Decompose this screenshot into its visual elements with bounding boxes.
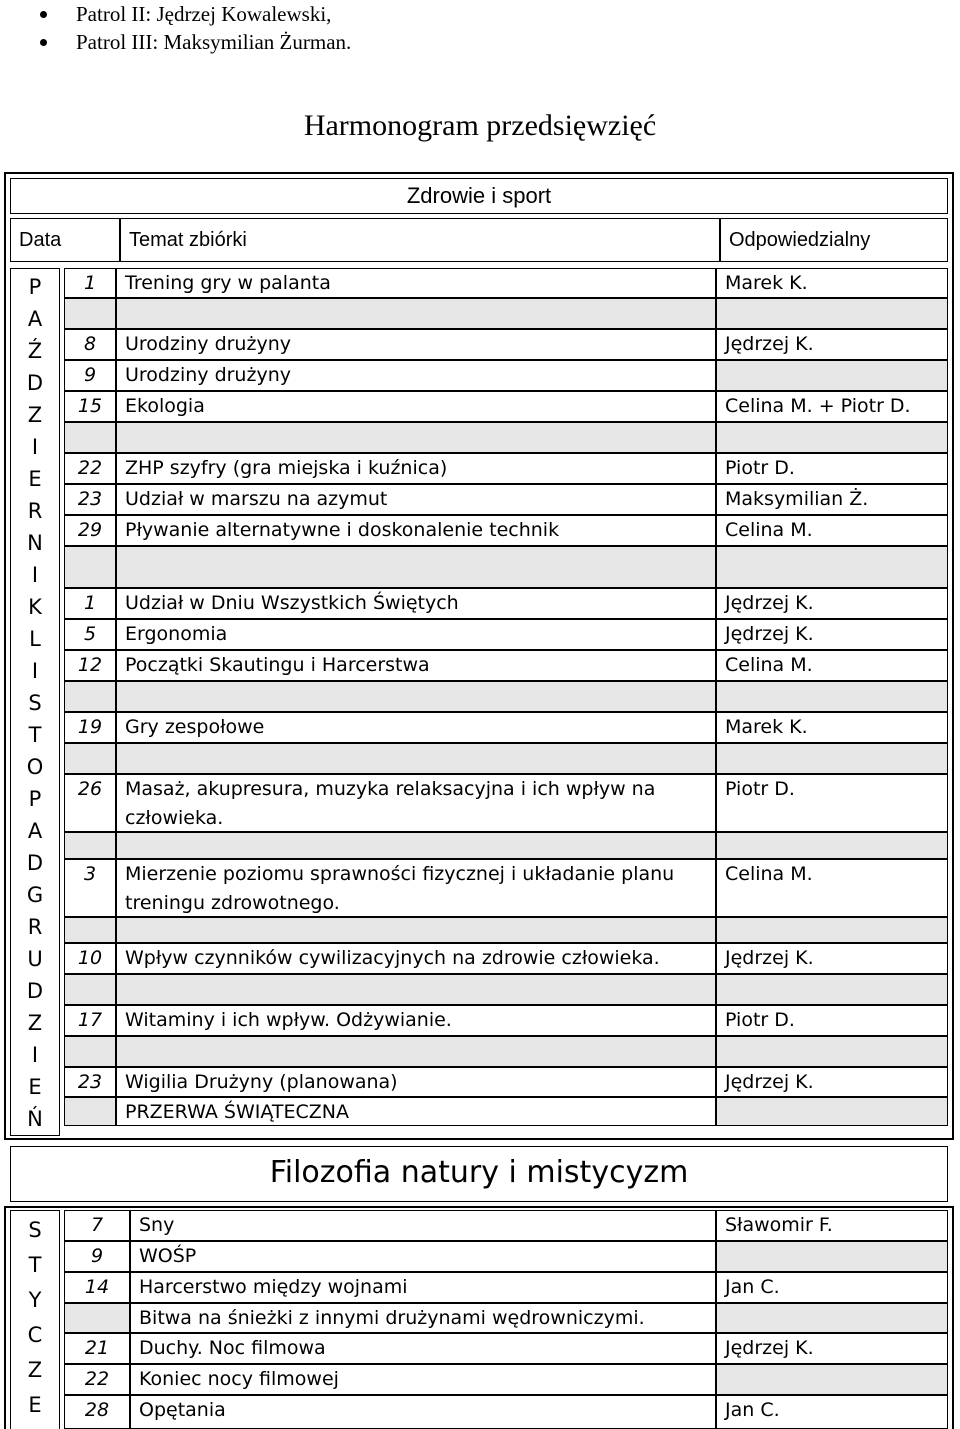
row-day: 28 [64, 1395, 130, 1429]
table-row [64, 681, 948, 712]
table-row [64, 360, 948, 391]
table-row [64, 1097, 948, 1126]
row-topic: Harcerstwo między wojnami [130, 1272, 716, 1303]
month-letter: O [26, 755, 44, 779]
month-letter: A [27, 307, 43, 331]
month-letter: Z [27, 403, 43, 427]
month-label-october-november-december [10, 268, 60, 1136]
row-responsible [716, 974, 948, 1005]
row-topic: Ergonomia [116, 619, 716, 650]
row-topic: Mierzenie poziomu sprawności fizycznej i układanie planu treningu zdrowotnego. [116, 859, 716, 917]
table-row [64, 1333, 948, 1364]
table-row [64, 917, 948, 943]
table-row [64, 515, 948, 546]
row-responsible [716, 1097, 948, 1126]
row-responsible [716, 546, 948, 588]
month-label-january [10, 1210, 60, 1429]
row-topic [116, 832, 716, 859]
table-row [64, 1241, 948, 1272]
row-responsible: Celina M. [716, 515, 948, 546]
schedule-rows-health [64, 268, 948, 1136]
row-day [64, 832, 116, 859]
row-day [64, 1303, 130, 1333]
row-topic [116, 298, 716, 329]
month-letter: I [31, 435, 39, 459]
row-topic: Początki Skautingu i Harcerstwa [116, 650, 716, 681]
month-letter: Ń [27, 1107, 43, 1131]
header-responsible: Odpowiedzialny [720, 218, 948, 262]
table-row [64, 712, 948, 743]
row-responsible: Celina M. [716, 859, 948, 917]
row-topic: Masaż, akupresura, muzyka relaksacyjna i ich wpływ na człowieka. [116, 774, 716, 832]
month-letter: I [31, 563, 39, 587]
month-letter: G [26, 883, 44, 907]
row-responsible: Jan C. [716, 1395, 948, 1429]
month-letter: T [28, 723, 42, 747]
row-day [64, 1036, 116, 1067]
row-day [64, 422, 116, 453]
row-topic [116, 681, 716, 712]
row-day [64, 974, 116, 1005]
list-item-text: Patrol II: Jędrzej Kowalewski, [76, 2, 332, 26]
section-title-philosophy [10, 1146, 948, 1202]
month-letter: E [28, 1393, 42, 1417]
month-letter: S [28, 691, 42, 715]
table-row [64, 546, 948, 588]
table-row [64, 1272, 948, 1303]
month-letter: R [27, 915, 43, 939]
row-topic: Opętania [130, 1395, 716, 1429]
row-topic: Sny [130, 1210, 716, 1241]
table-header-row [10, 218, 948, 262]
month-letter: U [27, 947, 43, 971]
table-row [64, 329, 948, 360]
table-row [64, 1005, 948, 1036]
row-day [64, 298, 116, 329]
row-day: 19 [64, 712, 116, 743]
row-day: 23 [64, 1067, 116, 1097]
row-day: 1 [64, 268, 116, 298]
table-row [64, 832, 948, 859]
row-responsible [716, 743, 948, 774]
row-day: 5 [64, 619, 116, 650]
month-letter: R [27, 499, 43, 523]
table-row [64, 619, 948, 650]
row-topic: Pływanie alternatywne i doskonalenie technik [116, 515, 716, 546]
month-letter: K [28, 595, 42, 619]
list-item-text: Patrol III: Maksymilian Żurman. [76, 30, 352, 54]
table-row [64, 943, 948, 974]
schedule-rows-philosophy [64, 1210, 948, 1429]
row-topic: Urodziny drużyny [116, 329, 716, 360]
row-topic: Witaminy i ich wpływ. Odżywianie. [116, 1005, 716, 1036]
table-row [64, 422, 948, 453]
row-responsible: Piotr D. [716, 1005, 948, 1036]
row-responsible: Maksymilian Ż. [716, 484, 948, 515]
table-row [64, 268, 948, 298]
section-title-text: Filozofia natury i mistycyzm [269, 1155, 689, 1190]
row-responsible [716, 298, 948, 329]
list-item [40, 0, 351, 28]
row-day: 15 [64, 391, 116, 422]
row-day: 7 [64, 1210, 130, 1241]
row-day: 17 [64, 1005, 116, 1036]
row-responsible: Jędrzej K. [716, 1067, 948, 1097]
row-responsible: Jan C. [716, 1272, 948, 1303]
header-date: Data [10, 218, 120, 262]
row-responsible [716, 1303, 948, 1333]
table-row [64, 298, 948, 329]
row-topic: Duchy. Noc filmowa [130, 1333, 716, 1364]
month-letter: Y [28, 1288, 42, 1312]
row-topic: Wigilia Drużyny (planowana) [116, 1067, 716, 1097]
row-day: 14 [64, 1272, 130, 1303]
section-title-text: Zdrowie i sport [406, 183, 552, 208]
row-day: 10 [64, 943, 116, 974]
row-topic [116, 1036, 716, 1067]
row-topic [116, 917, 716, 943]
list-item [40, 28, 351, 56]
row-responsible [716, 917, 948, 943]
row-responsible: Celina M. [716, 650, 948, 681]
month-letter: I [31, 1043, 39, 1067]
month-letter: A [27, 819, 43, 843]
row-day: 26 [64, 774, 116, 832]
row-topic [116, 974, 716, 1005]
row-day [64, 743, 116, 774]
row-responsible [716, 1364, 948, 1395]
month-letter: N [27, 531, 43, 555]
row-responsible [716, 422, 948, 453]
month-letter: D [26, 371, 44, 395]
month-letter: I [31, 659, 39, 683]
table-row [64, 391, 948, 422]
row-topic: ZHP szyfry (gra miejska i kuźnica) [116, 453, 716, 484]
table-row [64, 588, 948, 619]
row-topic: Wpływ czynników cywilizacyjnych na zdrowie człowieka. [116, 943, 716, 974]
row-responsible: Jędrzej K. [716, 588, 948, 619]
month-letter: Ź [27, 339, 43, 363]
row-responsible: Jędrzej K. [716, 329, 948, 360]
patrol-list [40, 0, 351, 56]
row-day: 29 [64, 515, 116, 546]
month-letter: P [28, 787, 42, 811]
row-topic: Udział w marszu na azymut [116, 484, 716, 515]
month-letter: C [27, 1323, 43, 1347]
bullet-icon [40, 11, 47, 18]
row-day: 8 [64, 329, 116, 360]
table-row [64, 859, 948, 917]
row-responsible: Sławomir F. [716, 1210, 948, 1241]
month-letter: E [28, 467, 42, 491]
row-topic [116, 422, 716, 453]
month-letter: L [29, 627, 41, 651]
month-letter: S [28, 1218, 42, 1242]
month-letter: D [26, 851, 44, 875]
row-day: 3 [64, 859, 116, 917]
row-responsible [716, 360, 948, 391]
row-topic: PRZERWA ŚWIĄTECZNA [116, 1097, 716, 1126]
table-row [64, 1364, 948, 1395]
row-topic: Trening gry w palanta [116, 268, 716, 298]
section-title-health [10, 178, 948, 214]
month-letter: Z [27, 1011, 43, 1035]
table-row [64, 743, 948, 774]
row-day: 12 [64, 650, 116, 681]
table-row [64, 453, 948, 484]
row-responsible: Piotr D. [716, 453, 948, 484]
row-topic [116, 743, 716, 774]
month-letter: Z [27, 1358, 43, 1382]
row-topic [116, 546, 716, 588]
header-topic: Temat zbiórki [120, 218, 720, 262]
row-responsible: Jędrzej K. [716, 943, 948, 974]
row-day [64, 546, 116, 588]
row-day: 1 [64, 588, 116, 619]
row-responsible: Celina M. + Piotr D. [716, 391, 948, 422]
row-day [64, 1097, 116, 1126]
month-letter: E [28, 1075, 42, 1099]
row-day: 22 [64, 1364, 130, 1395]
row-responsible: Piotr D. [716, 774, 948, 832]
row-day [64, 681, 116, 712]
row-topic: Ekologia [116, 391, 716, 422]
row-responsible: Marek K. [716, 268, 948, 298]
table-row [64, 1303, 948, 1333]
row-responsible [716, 681, 948, 712]
row-responsible: Marek K. [716, 712, 948, 743]
row-responsible [716, 1036, 948, 1067]
table-row [64, 974, 948, 1005]
table-row [64, 1210, 948, 1241]
bullet-icon [40, 39, 47, 46]
row-responsible [716, 1241, 948, 1272]
row-topic: Koniec nocy filmowej [130, 1364, 716, 1395]
row-topic: Urodziny drużyny [116, 360, 716, 391]
row-topic: Udział w Dniu Wszystkich Świętych [116, 588, 716, 619]
table-row [64, 484, 948, 515]
table-row [64, 650, 948, 681]
row-day: 9 [64, 360, 116, 391]
row-day: 21 [64, 1333, 130, 1364]
month-letter: T [28, 1253, 42, 1277]
row-topic: Bitwa na śnieżki z innymi drużynami wędrowniczymi. [130, 1303, 716, 1333]
row-day: 23 [64, 484, 116, 515]
table-row [64, 1036, 948, 1067]
row-day: 9 [64, 1241, 130, 1272]
month-letter: D [26, 979, 44, 1003]
row-topic: Gry zespołowe [116, 712, 716, 743]
row-responsible: Jędrzej K. [716, 1333, 948, 1364]
table-row [64, 774, 948, 832]
page-title: Harmonogram przedsięwzięć [303, 109, 657, 142]
row-responsible: Jędrzej K. [716, 619, 948, 650]
row-day [64, 917, 116, 943]
table-row [64, 1395, 948, 1429]
row-day: 22 [64, 453, 116, 484]
row-topic: WOŚP [130, 1241, 716, 1272]
table-row [64, 1067, 948, 1097]
month-letter: P [28, 275, 42, 299]
row-responsible [716, 832, 948, 859]
